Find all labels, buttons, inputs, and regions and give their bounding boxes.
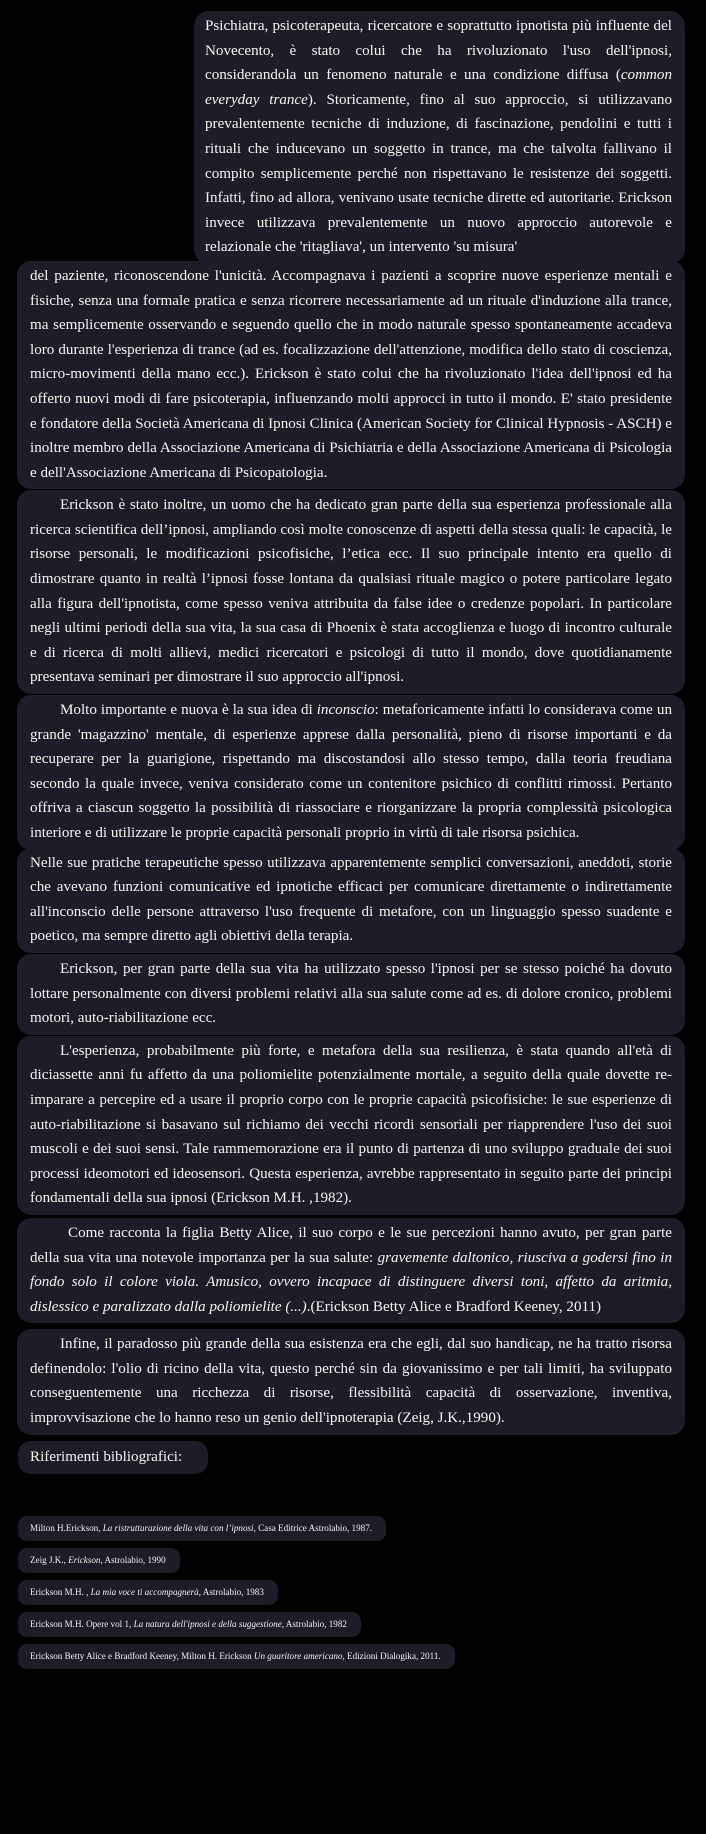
italic-run: gravemente daltonico, riusciva a godersi fino in fondo solo il colore viola. Amusico, ovvero incapace di distinguere diversi toni, affetto da aritmia, dislessico e paralizzato dalla poliomielite (...): [30, 1249, 673, 1315]
paragraph-intro-narrow: Psichiatra, psicoterapeuta, ricercatore e soprattutto ipnotista più influente del Novecento, è stato colui che ha rivoluzionato l'uso dell'ipnosi, considerandola un fenomeno naturale e una condizione diffusa (common everyday trance). Storicamente, fino al suo approccio, si utilizzavano prevalentemente tecniche di induzione, di fascinazione, pendolini e tutti i rituali che inducevano un soggetto in trance, ma che talvolta fallivano il compito semplicemente perché non rispettavano le resistenze dei soggetti. Infatti, fino ad allora, venivano usate tecniche dirette ed autoritarie. Erickson invece utilizzava prevalentemente un nuovo approccio autorevole e relazionale che 'ritagliava', un intervento 'su misura': [195, 12, 684, 263]
paragraph-gap: [0, 1434, 706, 1441]
references-heading: Riferimenti bibliografici:: [18, 1441, 208, 1475]
paragraph-ricerca-scientifica: Erickson è stato inoltre, un uomo che ha dedicato gran parte della sua esperienza professionale alla ricerca scientifica dell’ipnosi, ampliando così molte conoscenze di aspetti della stessa quali: le capacità, le risorse personali, le modificazioni psicofisiche, l’etica ecc. Il suo principale intento era quello di dimostrare quanto in realtà l’ipnosi fosse lontana da qualsiasi rituale magico o potere particolare legato alla figura dell'ipnotista, come spesso veniva attribuita da false idee o credenze popolari. In particolare negli ultimi periodi della sua vita, la sua casa di Phoenix è stata accoglienza e luogo di incontro culturale e di ricerca di molti allievi, medici ricercatori e psicologi di tutto il mondo, dove quotidianamente presentava seminari per dimostrare il suo approccio all'ipnosi.: [18, 491, 684, 693]
italic-run: Erickson: [68, 1555, 101, 1566]
references-list: [18, 1516, 684, 1669]
italic-run: La ristrutturazione della vita con l’ipnosi: [102, 1523, 254, 1534]
italic-run: Un guaritore americano: [253, 1651, 343, 1662]
italic-run: inconscio: [316, 702, 375, 719]
paragraph-pratiche-terapeutiche: Nelle sue pratiche terapeutiche spesso utilizzava apparentemente semplici conversazioni, aneddoti, storie che avevano funzioni comunicative ed ipnotiche efficaci per comunicare direttamente o indirettamente all'inconscio delle persone attraverso l'uso frequente di metafore, con un linguaggio spesso suadente e poetico, ma sempre diretto agli obiettivi della terapia.: [18, 849, 684, 952]
reference-item: Erickson Betty Alice e Bradford Keeney, Milton H. Erickson Un guaritore americano, Edizioni Dialogika, 2011.: [18, 1644, 455, 1669]
reference-item: Erickson M.H. , La mia voce ti accompagnerà, Astrolabio, 1983: [18, 1580, 278, 1605]
reference-item: Erickson M.H. Opere vol 1, La natura dell'ipnosi e della suggestione, Astrolabio, 1982: [18, 1612, 361, 1637]
reference-item: Milton H.Erickson, La ristrutturazione della vita con l’ipnosi, Casa Editrice Astrolabio, 1987.: [18, 1516, 386, 1541]
paragraph-gap: [0, 1322, 706, 1330]
paragraph-betty-alice: Come racconta la figlia Betty Alice, il suo corpo e le sue percezioni hanno avuto, per gran parte della sua vita una notevole importanza per la sua salute: gravemente daltonico, riusciva a godersi fino in fondo solo il colore viola. Amusico, ovvero incapace di distinguere diversi toni, affetto da aritmia, dislessico e paralizzato dalla poliomielite (...).(Erickson Betty Alice e Bradford Keeney, 2011): [18, 1219, 684, 1322]
paragraph-intro-continuation: del paziente, riconoscendone l'unicità. Accompagnava i pazienti a scoprire nuove esperienze mentali e fisiche, senza una formale pratica e senza ricorrere necessariamente ad un rituale d'induzione alla trance, ma semplicemente osservando e seguendo quello che in modo naturale spesso spontaneamente accadeva loro durante l'esperienza di trance (ad es. focalizzazione dell'attenzione, modifica dello stato di coscienza, micro-movimenti della mano ecc.). Erickson è stato colui che ha rivoluzionato l'idea dell'ipnosi ed ha offerto nuovi modi di fare psicoterapia, influenzando molti approcci in tutto il mondo. E' stato presidente e fondatore della Società Americana di Ipnosi Clinica (American Society for Clinical Hypnosis - ASCH) e inoltre membro della Associazione Americana di Psichiatria e della Associazione Americana di Psicologia e dell'Associazione Americana di Psicopatologia.: [18, 262, 684, 488]
paragraph-poliomielite: L'esperienza, probabilmente più forte, e metafora della sua resilienza, è stata quando all'età di diciassette anni fu affetto da una poliomielite potenzialmente mortale, a seguito della quale dovette re-imparare a percepire ed a usare il proprio corpo con le proprie capacità psicofisiche: le sue esperienze di auto-riabilitazione si basavano sul richiamo dei vecchi ricordi sensoriali per riapprendere l'uso dei suoi muscoli e dei suoi sensi. Tale rammemorazione era il punto di partenza di uno sviluppo graduale dei suoi processi ideomotori ed ideosensori. Questa esperienza, avrebbe rappresentato in seguito parte dei principi fondamentali della sua ipnosi (Erickson M.H. ,1982).: [18, 1037, 684, 1214]
paragraph-inconscio: Molto importante e nuova è la sua idea di inconscio: metaforicamente infatti lo considerava come un grande 'magazzino' mentale, di esperienze apprese dalla personalità, pieno di risorse importanti e da recuperare per la guarigione, rispettando ma discostandosi allo stesso tempo, dalla teoria freudiana secondo la quale invece, veniva considerato come un contenitore psichico di conflitti rimossi. Pertanto offriva a ciascun soggetto la possibilità di riassociare e riorganizzare la propria complessità psicologica interiore e di utilizzare le proprie capacità personali proprio in virtù di tale risorsa psichica.: [18, 696, 684, 849]
italic-run: La natura dell'ipnosi e della suggestione: [133, 1619, 282, 1630]
top-spacer: [0, 0, 706, 12]
italic-run: common everyday trance: [205, 67, 672, 108]
reference-item: Zeig J.K., Erickson, Astrolabio, 1990: [18, 1548, 180, 1573]
italic-run: La mia voce ti accompagnerà: [90, 1587, 199, 1598]
paragraph-ipnosi-per-se-stesso: Erickson, per gran parte della sua vita ha utilizzato spesso l'ipnosi per se stesso poiché ha dovuto lottare personalmente con diversi problemi relativi alla sua salute come ad es. di dolore cronico, problemi motori, auto-riabilitazione ecc.: [18, 955, 684, 1034]
paragraph-paradosso: Infine, il paradosso più grande della sua esistenza era che egli, dal suo handicap, ne ha tratto risorsa definendolo: l'olio di ricino della vita, questo perché sin da giovanissimo e per tali limiti, ha sviluppato conseguentemente una ricchezza di risorse, flessibilità capacità di osservazione, inventiva, improvvisazione che lo hanno reso un genio dell'ipnoterapia (Zeig, J.K.,1990).: [18, 1330, 684, 1433]
